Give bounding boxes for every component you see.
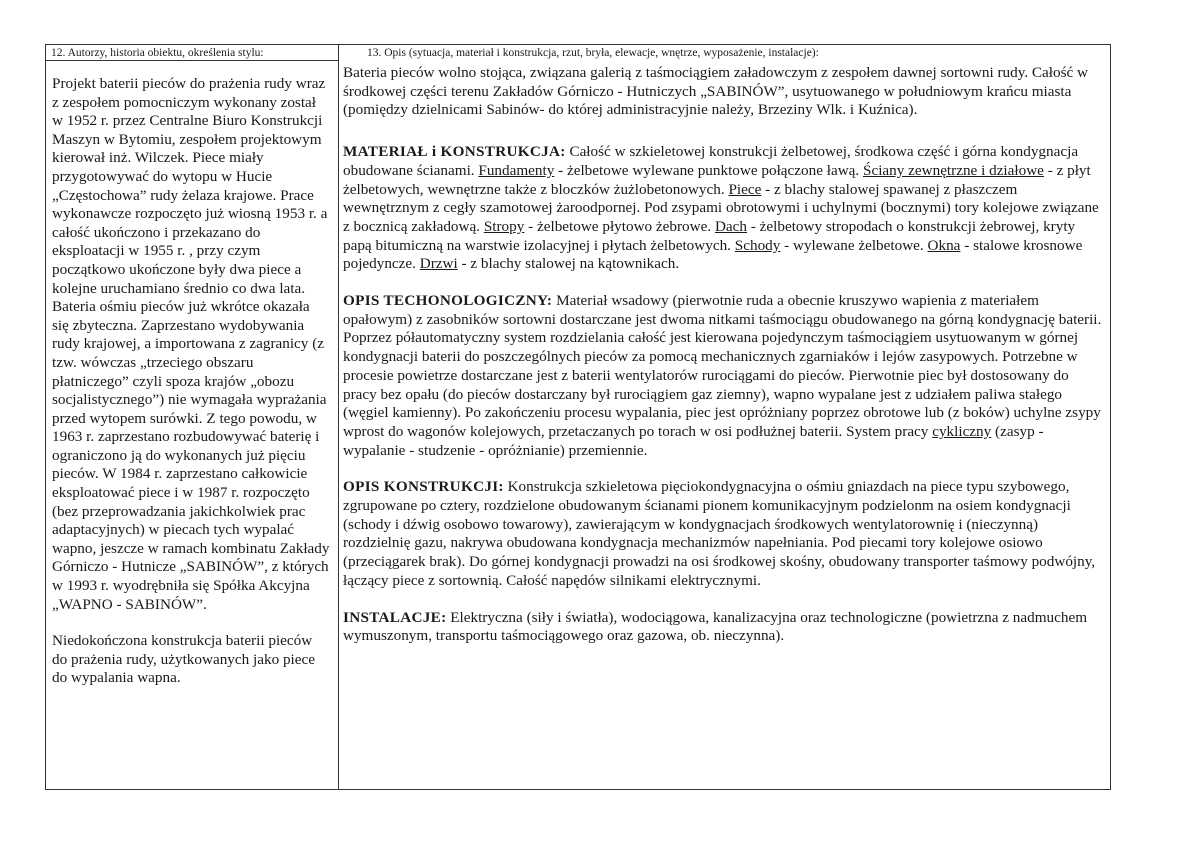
term-drzwi: Drzwi — [419, 255, 458, 273]
material-section — [343, 143, 1106, 274]
term-dach: Dach — [714, 217, 748, 235]
construction-text: Konstrukcja szkieletowa pięciokondygnacyjna o ośmiu gniazdach na piece typu szybowego, zgrupowane po cztery, rozdzielone obudowanym ścianami pionem komunikacyjnym podzielonm na osiem kondygnacji (schody i dźwig osobowo towarowy), zawierającym w kondygnacjach środkowych wentylatorownię i (nieczynną) rozdzielnię gazu, nakrywa obudowana kondygnacja mechanizmów napełniania. Pod piecami tory kolejowe osiowo (przeciągarek brak). Do górnej kondygnacji prowadzi na osi środkowej skośny, obudowany transporter taśmowy podwójny, łączący piece z sortownią. Całość napędów silnikami elektrycznymi. — [343, 478, 1096, 589]
technology-section — [343, 292, 1106, 460]
intro-paragraph: Bateria pieców wolno stojąca, związana galerią z taśmociągiem załadowczym z zespołem dawnej sortowni rudy. Całość w środkowej części terenu Zakładów Górniczo - Hutniczych „SABINÓW”, usytuowanego w południowym krańcu miasta (pomiędzy dzielnicami Sabinów- do której administracyjnie należy, Brzeziny Wlk. i Kuźnica). — [343, 64, 1089, 119]
installations-heading: INSTALACJE: — [343, 608, 447, 626]
material-heading: MATERIAŁ i KONSTRUKCJA: — [343, 143, 566, 161]
description-column — [339, 45, 1110, 789]
summary-paragraph: Niedokończona konstrukcja baterii pieców do prażenia rudy, użytkowanych jako piece do wypalania wapna. — [52, 632, 315, 687]
material-text-3: - z płyt żelbetowych, wewnętrzne także z bloczków żużlobetonowych. — [343, 161, 1091, 198]
description-text — [339, 61, 1110, 646]
material-text-6: - żelbetowy stropodach o konstrukcji żebrowej, kryty papą bitumiczną na warstwie izolacyjnej i płytach żelbetowych. — [343, 217, 1076, 254]
installations-section — [343, 609, 1106, 646]
term-sciany: Ściany zewnętrzne i działowe — [863, 161, 1044, 179]
material-text-1: Całość w szkieletowej konstrukcji żelbetowej, środkowa część i górna kondygnacja obudowane ścianami. — [343, 143, 1079, 179]
history-column — [46, 45, 339, 789]
material-text-5: - żelbetowe płytowo żebrowe. — [524, 217, 715, 235]
technology-heading: OPIS TECHONOLOGICZNY: — [343, 292, 553, 310]
material-text-9: - z blachy stalowej na kątownikach. — [457, 255, 680, 273]
history-paragraph: Projekt baterii pieców do prażenia rudy wraz z zespołem pomocniczym wykonany został w 1952 r. przez Centralne Biuro Konstrukcji Maszyn w Bytomiu, zespołem projektowym kierował inż. Wilczek. Piece miały przygotowywać do wytopu w Hucie „Częstochowa” rudy żelaza krajowe. Prace wykonawcze rozpoczęto już wiosną 1953 r. a całość ukończono i przekazano do eksploatacji w 1955 r. , przy czym początkowo ukończone były dwa piece a kolejne uruchamiano średnio co dwa lata. Bateria ośmiu pieców już wkrótce okazała się zbyteczna. Zaprzestano wydobywania rudy krajowej, a importowana z zagranicy (z tzw. wówczas „trzeciego obszaru płatniczego” czyli spoza krajów „obozu socjalistycznego”) nie wymagała wyprażania przed wytopem surówki. Z tego powodu, w 1963 r. zaprzestano rozbudowywać baterię i ograniczono ją do wykonanych już pięciu pieców. W 1984 r. zaprzestano całkowicie eksploatować piece i w 1987 r. rozpoczęto (bez przeprowadzania jakichkolwiek prac adaptacyjnych) w piecach tych wypalać wapno, jeszcze w ramach kombinatu Zakłady Górniczo - Hutnicze „SABINÓW”, z których w 1993 r. wyodrębniła się Spółka Akcyjna „WAPNO - SABINÓW”. — [52, 75, 330, 613]
material-text-2: - żelbetowe wylewane punktowe połączone ławą. — [554, 161, 864, 179]
term-fundamenty: Fundamenty — [478, 161, 555, 179]
term-cykliczny: cykliczny — [932, 422, 992, 440]
term-okna: Okna — [927, 236, 961, 254]
material-text-7: - wylewane żelbetowe. — [780, 236, 928, 254]
history-text — [46, 61, 330, 688]
installations-text: Elektryczna (siły i światła), wodociągowa, kanalizacyjna oraz technologiczne (powietrzna z nadmuchem wymuszonym, transportu taśmociągowego oraz gazowa, ob. nieczynna). — [343, 608, 1088, 645]
construction-heading: OPIS KONSTRUKCJI: — [343, 478, 504, 496]
material-text-8: - stalowe krosnowe pojedyncze. — [343, 236, 1083, 273]
technology-text-1: Materiał wsadowy (pierwotnie ruda a obecnie kruszywo wapienia z materiałem opałowym) z zasobników sortowni dostarczane jest dwoma nitkami taśmociągu obudowanego na górną kondygnację baterii. Poprzez półautomatyczny system rozdzielania całość jest kierowana pojedynczym taśmociągiem usytuowanym w górnej kondygnacji baterii do poszczególnych pieców za pomocą mechanicznych zgarniaków i lejów zasypowych. Potrzebne w procesie powietrze dostarczane jest z baterii wentylatorów rurociągami do pieców. Pierwotnie piec był dostosowany do pracy bez opału (do pieców dostarczany był rurociągiem gaz ziemny), wapno wypalane jest z udziałem paliwa stałego (węgiel kamienny). Po zakończeniu procesu wypalania, piec jest opróżniany poprzez obrotowe lub (z boków) uchylne zsypy wprost do wagonów kolejowych, przetaczanych po torach w osi podłużnej baterii. System pracy — [343, 292, 1102, 440]
form-table — [45, 44, 1111, 790]
term-stropy: Stropy — [483, 217, 525, 235]
term-piece: Piece — [728, 180, 762, 198]
technology-text-2: (zasyp - wypalanie - studzenie - opróżnianie) przemiennie. — [343, 422, 1044, 459]
material-text-4: - z blachy stalowej spawanej z płaszczem wewnętrznym z cegły szamotowej żaroodpornej. Pod zsypami obrotowymi i uchylnymi (bocznymi) tory kolejowe związane z bocznicą zakładową. — [343, 180, 1099, 235]
field-label-history: 12. Autorzy, historia obiektu, określenia stylu: — [46, 45, 338, 61]
field-label-description: 13. Opis (sytuacja, materiał i konstrukcja, rzut, bryła, elewacje, wnętrze, wyposażenie, instalacje): — [367, 47, 819, 59]
term-schody: Schody — [734, 236, 781, 254]
construction-section — [343, 478, 1106, 590]
